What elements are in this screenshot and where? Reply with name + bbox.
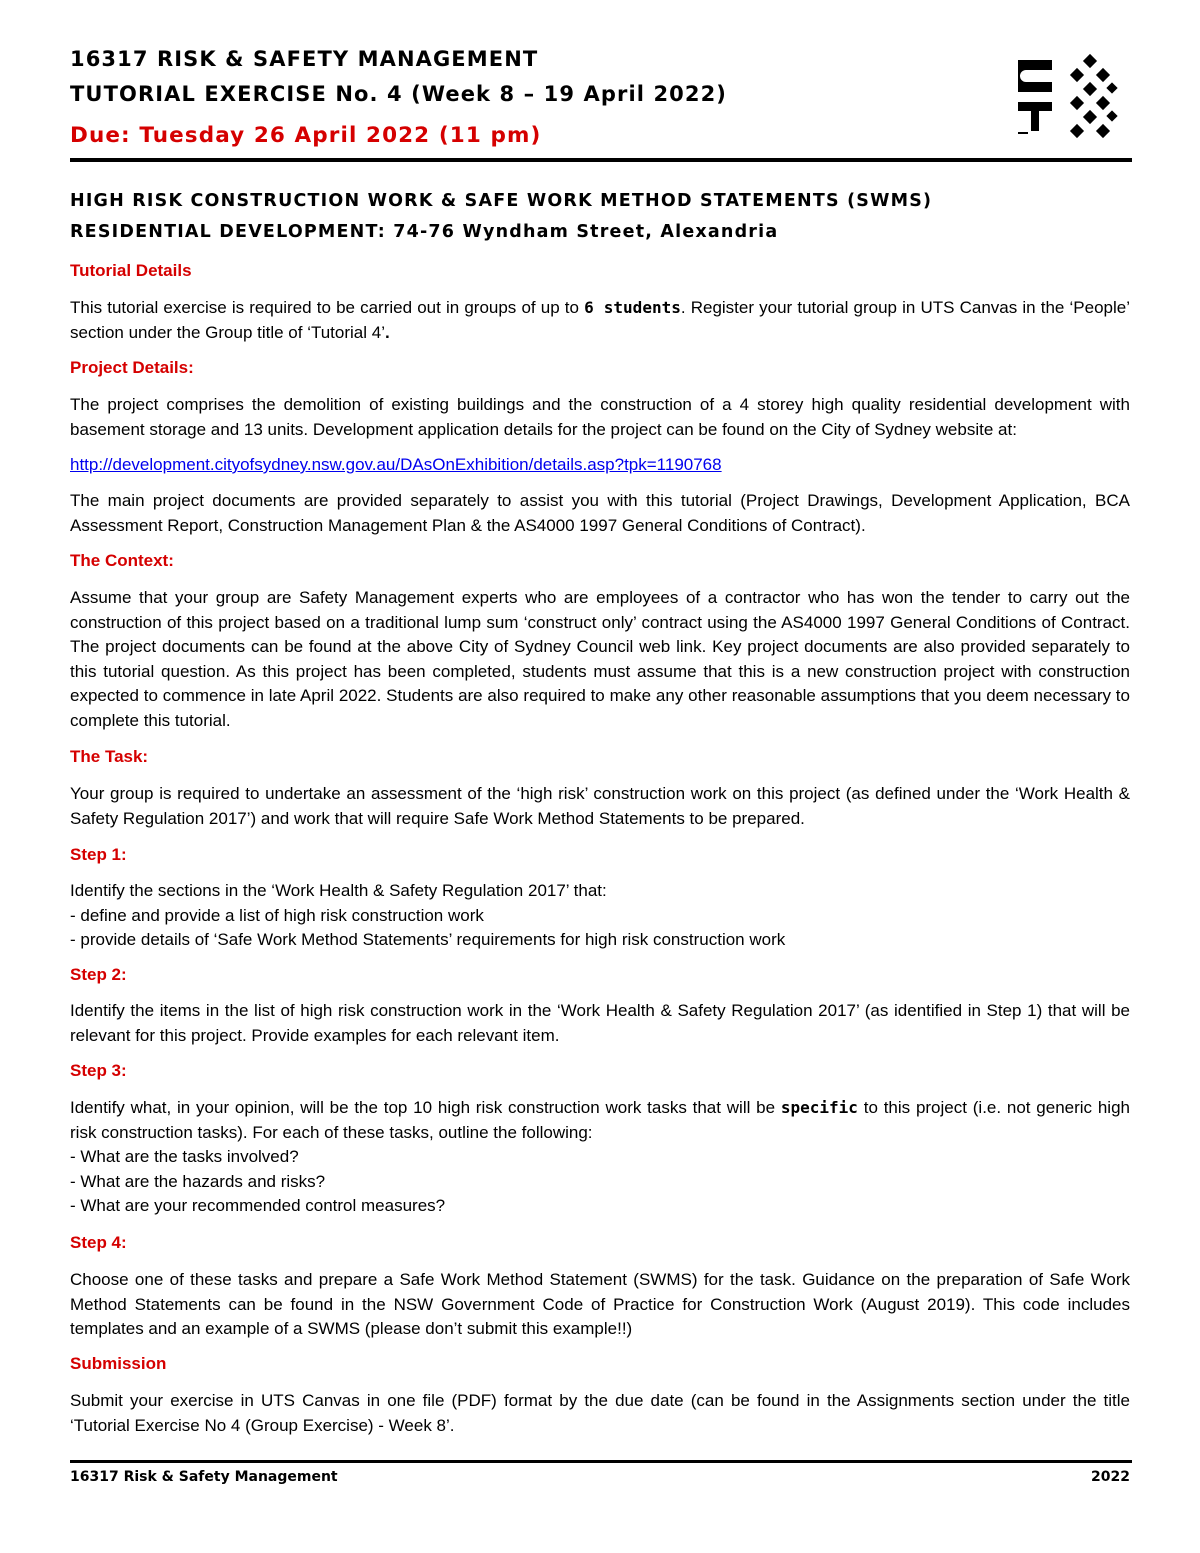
- tutorial-details-text: [70, 296, 1130, 345]
- step-4-text: Choose one of these tasks and prepare a Safe Work Method Statement (SWMS) for the task. Guidance on the preparation of Safe Work Method Statements can be found in the NSW Government Code of Practice for Construction Work (August 2019). This code includes templates and an example of a SWMS (please don’t submit this example!!): [70, 1270, 1130, 1338]
- step-3-body: [70, 1096, 1130, 1219]
- context-heading: The Context:: [70, 551, 174, 570]
- step-1-item: - provide details of ‘Safe Work Method Statements’ requirements for high risk construction work: [70, 930, 786, 949]
- tutorial-details-end: .: [384, 322, 390, 342]
- step-4-heading: Step 4:: [70, 1233, 127, 1252]
- tutorial-details-text-b: . Register your tutorial group in UTS Canvas in the ‘People’ section under the Group title of ‘Tutorial 4’: [70, 298, 1131, 342]
- step-2-text: Identify the items in the list of high risk construction work in the ‘Work Health & Safety Regulation 2017’ (as identified in Step 1) that will be relevant for this project. Provide examples for each relevant item.: [70, 1001, 1130, 1045]
- step-1-body: [70, 879, 1130, 953]
- subtitle-address: 74-76 Wyndham Street, Alexandria: [393, 222, 779, 242]
- project-link-row: [70, 453, 1130, 478]
- footer-course: 16317 Risk & Safety Management: [70, 1469, 338, 1485]
- task-text: Your group is required to undertake an assessment of the ‘high risk’ construction work on this project (as defined under the ‘Work Health & Safety Regulation 2017’) and work that will require Safe Work Method Statements to be prepared.: [70, 784, 1130, 828]
- due-date: Due: Tuesday 26 April 2022 (11 pm): [70, 123, 542, 148]
- step-3-item: - What are the hazards and risks?: [70, 1171, 326, 1191]
- step-3-item: - What are your recommended control measures?: [70, 1196, 446, 1215]
- project-link[interactable]: http://development.cityofsydney.nsw.gov.au/DAsOnExhibition/details.asp?tpk=1190768: [70, 455, 722, 474]
- footer-year: 2022: [1091, 1469, 1130, 1485]
- step-3-text-b: to this project (i.e. not generic high risk construction tasks). For each of these tasks, outline the following:: [70, 1098, 1130, 1142]
- course-title: 16317 RISK & SAFETY MANAGEMENT: [70, 47, 539, 71]
- subtitle-line-2: [70, 222, 778, 242]
- step-3-heading: Step 3:: [70, 1061, 127, 1080]
- tutorial-details-heading: Tutorial Details: [70, 261, 192, 280]
- tutorial-details-text-a: This tutorial exercise is required to be carried out in groups of up to: [70, 298, 585, 317]
- submission-heading: Submission: [70, 1354, 167, 1373]
- subtitle-prefix: RESIDENTIAL DEVELOPMENT:: [70, 222, 394, 242]
- step-3-text-a: Identify what, in your opinion, will be the top 10 high risk construction work tasks that will be: [70, 1098, 781, 1117]
- project-details-heading: Project Details:: [70, 358, 194, 377]
- step-1-intro: Identify the sections in the ‘Work Health & Safety Regulation 2017’ that:: [70, 881, 607, 900]
- uts-logo: [1010, 50, 1122, 146]
- step-1-heading: Step 1:: [70, 845, 127, 864]
- footer-rule: [70, 1460, 1132, 1463]
- step-1-item: - define and provide a list of high risk construction work: [70, 905, 484, 925]
- submission-text: Submit your exercise in UTS Canvas in one file (PDF) format by the due date (can be found in the Assignments section under the title ‘Tutorial Exercise No 4 (Group Exercise) - Week 8’.: [70, 1391, 1130, 1435]
- step-2-heading: Step 2:: [70, 965, 127, 984]
- tutorial-details-bold: 6 students: [584, 298, 681, 317]
- context-text: Assume that your group are Safety Management experts who are employees of a contractor who has won the tender to carry out the construction of this project based on a traditional lump sum ‘construct only’ contract using the AS4000 1997 General Conditions of Contract. The project documents can be found at the above City of Sydney Council web link. Key project documents are also provided separately to this tutorial question. As this project has been completed, students must assume that this is a new construction project with construction expected to commence in late April 2022. Students are also required to make any other reasonable assumptions that you deem necessary to complete this tutorial.: [70, 588, 1130, 730]
- step-3-bold: specific: [780, 1098, 858, 1117]
- subtitle-line-1: HIGH RISK CONSTRUCTION WORK & SAFE WORK METHOD STATEMENTS (SWMS): [70, 191, 933, 211]
- header-rule: [70, 158, 1132, 162]
- task-heading: The Task:: [70, 747, 149, 766]
- exercise-title: TUTORIAL EXERCISE No. 4 (Week 8 – 19 April 2022): [70, 82, 727, 106]
- project-details-para-1: The project comprises the demolition of existing buildings and the construction of a 4 storey high quality residential development with basement storage and 13 units. Development application details for the project can be found on the City of Sydney website at:: [70, 395, 1130, 439]
- project-details-para-2: The main project documents are provided separately to assist you with this tutorial (Project Drawings, Development Application, BCA Assessment Report, Construction Management Plan & the AS4000 1997 General Conditions of Contract).: [70, 491, 1130, 535]
- step-3-item: - What are the tasks involved?: [70, 1147, 299, 1166]
